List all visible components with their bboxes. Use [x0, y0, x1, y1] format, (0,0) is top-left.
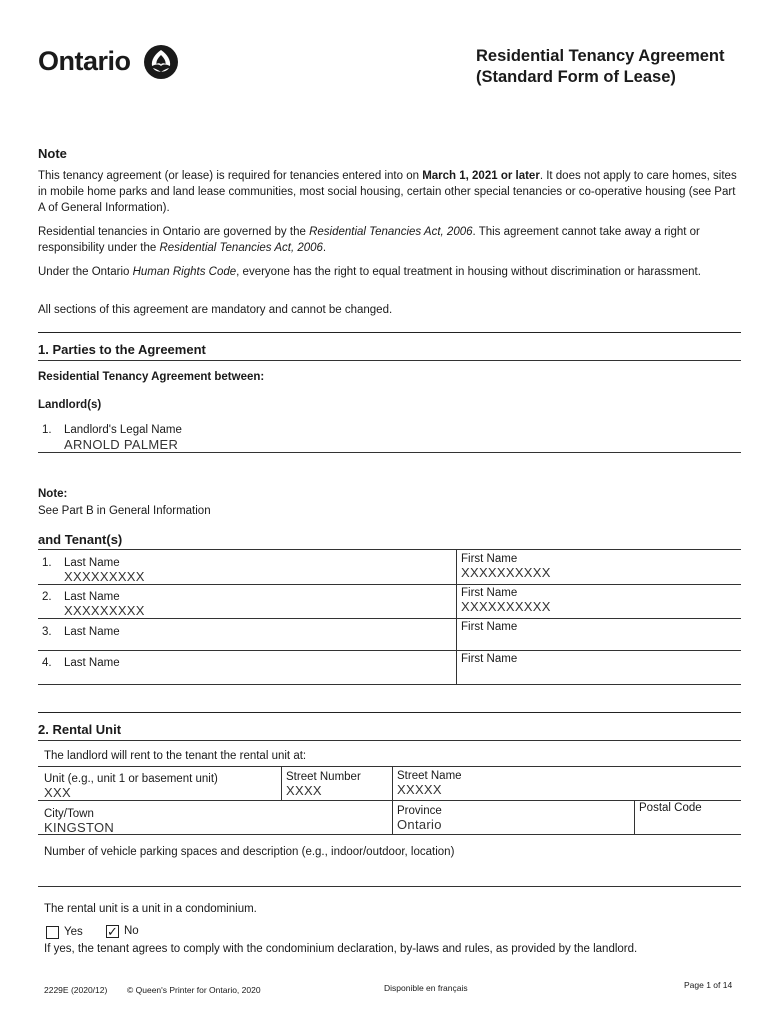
tenant-3-first-label: First Name: [461, 621, 518, 633]
section1-title-rule: [38, 360, 741, 361]
tenant-1-first-label: First Name: [461, 553, 518, 565]
tenant-3-number: 3.: [42, 626, 52, 638]
tenant-3-last-label: Last Name: [64, 626, 120, 638]
section1-title: 1. Parties to the Agreement: [38, 342, 206, 357]
parking-label: Number of vehicle parking spaces and description (e.g., indoor/outdoor, location): [44, 846, 455, 858]
postal-code-label: Postal Code: [639, 802, 702, 814]
tenant-1-last-name-field[interactable]: XXXXXXXXX: [64, 569, 145, 584]
form-id: 2229E (2020/12): [44, 985, 108, 995]
tenants-heading: and Tenant(s): [38, 532, 123, 547]
condo-yes-label: Yes: [64, 926, 83, 938]
city-label: City/Town: [44, 808, 94, 820]
form-title: [476, 46, 725, 88]
condo-no-check-mark: ✓: [107, 924, 118, 939]
note-paragraph-2: Residential tenancies in Ontario are governed by the Residential Tenancies Act, 2006. This agreement cannot take away a right or responsibility under the Residential Tenancies Act, 2006.: [38, 226, 700, 254]
street-number-field[interactable]: XXXX: [286, 783, 322, 798]
condo-yes-checkbox[interactable]: [46, 926, 59, 939]
landlord-name-label: Landlord's Legal Name: [64, 424, 182, 436]
tenant-2-rule: [38, 618, 741, 619]
landlord-field-rule: [38, 452, 741, 453]
tenant-2-first-label: First Name: [461, 587, 518, 599]
tenants-top-rule: [38, 549, 741, 550]
note-paragraph-1: This tenancy agreement (or lease) is required for tenancies entered into on March 1, 2021 or later. It does not apply to care homes, sites in mobile home parks and land lease communities, most social housing, certain other special tenancies or co-operative housing (see Part A of General Information).: [38, 170, 737, 214]
condo-note: If yes, the tenant agrees to comply with the condominium declaration, by-laws and rules, as provided by the landlord.: [44, 943, 638, 955]
address-row1-top-rule: [38, 766, 741, 767]
address-row1-bottom-rule: [38, 800, 741, 801]
note2-text: See Part B in General Information: [38, 505, 211, 517]
parking-field-rule: [38, 886, 741, 887]
tenant-1-number: 1.: [42, 557, 52, 569]
section2-title: 2. Rental Unit: [38, 722, 122, 737]
section2-top-rule: [38, 712, 741, 713]
tenant-4-number: 4.: [42, 657, 52, 669]
tenant-4-last-label: Last Name: [64, 657, 120, 669]
unit-label: Unit (e.g., unit 1 or basement unit): [44, 773, 218, 785]
street-name-field[interactable]: XXXXX: [397, 782, 442, 797]
trillium-icon: [143, 44, 179, 80]
condo-question: The rental unit is a unit in a condominium.: [44, 903, 257, 915]
landlord-number: 1.: [42, 424, 52, 436]
unit-street-divider: [281, 766, 282, 800]
note-paragraph-3: Under the Ontario Human Rights Code, everyone has the right to equal treatment in housing without discrimination or harassment.: [38, 266, 701, 278]
rental-unit-intro: The landlord will rent to the tenant the rental unit at:: [44, 750, 307, 762]
province-field[interactable]: Ontario: [397, 817, 442, 832]
agreement-between-label: Residential Tenancy Agreement between:: [38, 371, 265, 383]
tenant-1-last-label: Last Name: [64, 557, 120, 569]
landlords-heading: Landlord(s): [38, 399, 102, 411]
section2-title-rule: [38, 740, 741, 741]
tenant-2-first-name-field[interactable]: XXXXXXXXXX: [461, 599, 551, 614]
tenant-2-number: 2.: [42, 591, 52, 603]
copyright: © Queen's Printer for Ontario, 2020: [127, 985, 261, 995]
address-row2-bottom-rule: [38, 834, 741, 835]
note-heading: Note: [38, 146, 67, 161]
note2-heading: Note:: [38, 488, 68, 500]
tenant-3-rule: [38, 650, 741, 651]
tenant-2-last-name-field[interactable]: XXXXXXXXX: [64, 603, 145, 618]
ontario-logo-text: Ontario: [38, 46, 131, 76]
tenant-2-last-label: Last Name: [64, 591, 120, 603]
province-label: Province: [397, 805, 442, 817]
city-field[interactable]: KINGSTON: [44, 820, 115, 835]
street-number-label: Street Number: [286, 771, 361, 783]
street-name-label: Street Name: [397, 770, 462, 782]
condo-no-label: No: [124, 925, 139, 937]
section1-top-rule: [38, 332, 741, 333]
page-number: Page 1 of 14: [684, 980, 733, 990]
tenants-column-divider: [456, 549, 457, 685]
tenant-1-first-name-field[interactable]: XXXXXXXXXX: [461, 565, 551, 580]
form-title-line2: (Standard Form of Lease): [476, 68, 676, 86]
tenant-1-rule: [38, 584, 741, 585]
landlord-name-field[interactable]: ARNOLD PALMER: [64, 437, 179, 452]
unit-field[interactable]: XXX: [44, 785, 71, 800]
tenant-4-rule: [38, 684, 741, 685]
tenant-4-first-label: First Name: [461, 653, 518, 665]
postal-code-divider: [634, 800, 635, 834]
form-title-line1: Residential Tenancy Agreement: [476, 47, 725, 65]
french-version-note: Disponible en français: [384, 983, 468, 993]
condo-no-checkbox[interactable]: [106, 925, 119, 938]
note-paragraph-4: All sections of this agreement are mandatory and cannot be changed.: [38, 304, 393, 316]
